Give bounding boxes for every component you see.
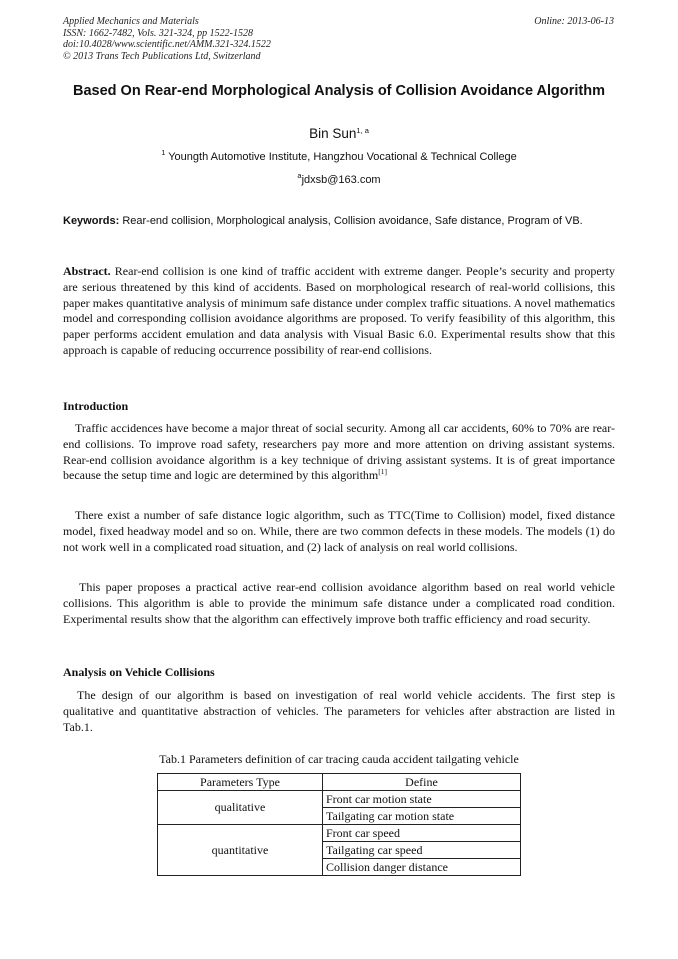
intro-paragraph-1	[63, 421, 615, 484]
affiliation-text: Youngth Automotive Institute, Hangzhou Vocational & Technical College	[168, 151, 517, 163]
parameters-table	[157, 773, 521, 876]
paper-title: Based On Rear-end Morphological Analysis of Collision Avoidance Algorithm	[72, 83, 605, 99]
author-line	[63, 126, 615, 142]
table-header-cell: Define	[323, 774, 521, 791]
online-date: Online: 2013-06-13	[534, 16, 614, 27]
journal-header	[63, 16, 271, 62]
introduction-heading: Introduction	[63, 399, 129, 413]
table-row	[158, 825, 521, 842]
email-superscript: a	[297, 171, 302, 180]
define-cell: Front car motion state	[323, 791, 521, 808]
abstract-paragraph	[63, 264, 615, 359]
analysis-heading: Analysis on Vehicle Collisions	[63, 665, 215, 679]
journal-name: Applied Mechanics and Materials	[63, 16, 199, 27]
email-line	[63, 173, 615, 187]
table-header-row	[158, 774, 521, 791]
author-superscript: 1, a	[356, 126, 369, 135]
define-cell: Tailgating car speed	[323, 842, 521, 859]
keywords-text: Rear-end collision, Morphological analysis, Collision avoidance, Safe distance, Program of VB.	[122, 215, 583, 227]
abstract-label: Abstract.	[63, 264, 111, 278]
copyright-line: © 2013 Trans Tech Publications Ltd, Switzerland	[63, 50, 261, 62]
intro-p1-text: Traffic accidences have become a major threat of social security. Among all car accidents, 60% to 70% are rear-end collisions. To improve road safety, researchers pay more and more attention on driving assistant systems. Rear-end collision avoidance algorithm is a key technique of driving assistant systems. It is of great importance because the setup time and logic are determined by this algorithm	[63, 421, 615, 483]
define-cell: Front car speed	[323, 825, 521, 842]
author-name: Bin Sun	[309, 126, 357, 141]
affiliation-superscript: 1	[161, 148, 166, 157]
abstract-text: Rear-end collision is one kind of traffic accident with extreme danger. People’s security and property are serious threatened by this kind of accidents. Based on morphological research of real-world collisions, this paper makes quantitative analysis of minimum safe distance under complex traffic situations. A novel mathematics model and corresponding collision avoidance algorithms are proposed. To verify feasibility of this algorithm, this paper performs accident emulation and data analysis with Visual Basic 6.0. Experimental results show that this approach is capable of reducing occurrence possibility of rear-end collisions.	[63, 264, 616, 357]
table-row	[158, 791, 521, 808]
table-caption: Tab.1 Parameters definition of car tracing cauda accident tailgating vehicle	[159, 752, 519, 766]
intro-paragraph-2: There exist a number of safe distance logic algorithm, such as TTC(Time to Collision) model, fixed distance model, fixed headway model and so on. While, there are two common defects in these models. The models (1) do not work well in a complicated road situation, and (2) lack of analysis on real world collisions.	[63, 508, 615, 554]
type-cell-quantitative: quantitative	[158, 825, 323, 876]
issn-line: ISSN: 1662-7482, Vols. 321-324, pp 1522-1528	[63, 27, 253, 39]
affiliation-line	[63, 150, 615, 164]
intro-paragraph-3: This paper proposes a practical active rear-end collision avoidance algorithm based on real world vehicle collisions. This algorithm is able to provide the minimum safe distance under a complicated road condition. Experimental results show that the algorithm can effectively improve both traffic efficiency and road security.	[63, 580, 615, 626]
type-cell-qualitative: qualitative	[158, 791, 323, 825]
analysis-paragraph-1: The design of our algorithm is based on investigation of real world vehicle accidents. The first step is qualitative and quantitative abstraction of vehicles. The parameters for vehicles after abstraction are listed in Tab.1.	[63, 688, 615, 734]
doi-line: doi:10.4028/www.scientific.net/AMM.321-324.1522	[63, 39, 271, 50]
define-cell: Tailgating car motion state	[323, 808, 521, 825]
email-address[interactable]: jdxsb@163.com	[301, 174, 381, 186]
table-header-cell: Parameters Type	[158, 774, 323, 791]
keywords-label: Keywords:	[63, 215, 120, 227]
keywords-block	[63, 214, 615, 229]
define-cell: Collision danger distance	[323, 859, 521, 876]
citation-ref[interactable]: [1]	[378, 467, 387, 477]
